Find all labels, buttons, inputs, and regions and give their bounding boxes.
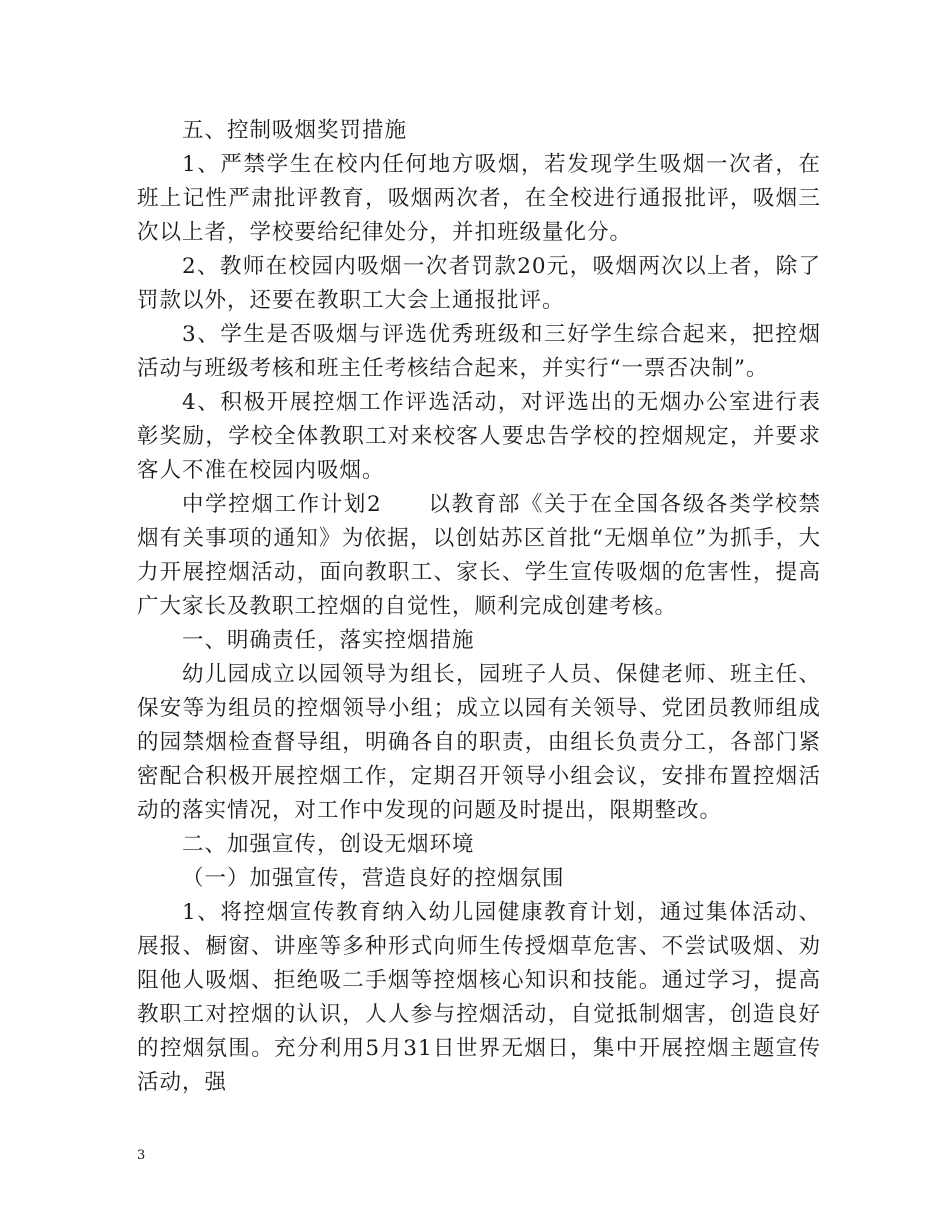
section-heading-publicity: 二、加强宣传，创设无烟环境: [182, 832, 475, 857]
page-number: 3: [137, 1148, 146, 1163]
paragraph-rule-4: 4、积极开展控烟工作评选活动，对评选出的无烟办公室进行表彰奖励，学校全体教职工对来校客人要忠告学校的控烟规定，并要求客人不准在校园内吸烟。: [137, 390, 821, 483]
document-body: [137, 114, 821, 1100]
paragraph-rule-3: 3、学生是否吸烟与评选优秀班级和三好学生综合起来，把控烟活动与班级考核和班主任考核结合起来，并实行“一票否决制”。: [137, 322, 821, 381]
paragraph-rule-1: 1、严禁学生在校内任何地方吸烟，若发现学生吸烟一次者，在班上记性严肃批评教育，吸烟两次者，在全校进行通报批评，吸烟三次以上者，学校要给纪律处分，并扣班级量化分。: [137, 152, 821, 245]
paragraph-publicity-1: 1、将控烟宣传教育纳入幼儿园健康教育计划，通过集体活动、展报、橱窗、讲座等多种形式向师生传授烟草危害、不尝试吸烟、劝阻他人吸烟、拒绝吸二手烟等控烟核心知识和技能。通过学习，提高教职工对控烟的认识，人人参与控烟活动，自觉抵制烟害，创造良好的控烟氛围。充分利用5月31日世界无烟日，集中开展控烟主题宣传活动，强: [137, 900, 821, 1095]
paragraph-rule-2: 2、教师在校园内吸烟一次者罚款20元，吸烟两次以上者，除了罚款以外，还要在教职工大会上通报批评。: [137, 254, 821, 313]
section-heading-rewards: 五、控制吸烟奖罚措施: [182, 118, 408, 143]
section-heading-responsibility: 一、明确责任，落实控烟措施: [182, 628, 475, 653]
paragraph-responsibility: 幼儿园成立以园领导为组长，园班子人员、保健老师、班主任、保安等为组员的控烟领导小组；成立以园有关领导、党团员教师组成的园禁烟检查督导组，明确各自的职责，由组长负责分工，各部门紧密配合积极开展控烟工作，定期召开领导小组会议，安排布置控烟活动的落实情况，对工作中发现的问题及时提出，限期整改。: [137, 662, 821, 823]
subsection-heading-atmosphere: （一）加强宣传，营造良好的控烟氛围: [182, 866, 565, 891]
paragraph-plan-2-intro: 中学控烟工作计划2 以教育部《关于在全国各级各类学校禁烟有关事项的通知》为依据，以创姑苏区首批“无烟单位”为抓手，大力开展控烟活动，面向教职工、家长、学生宣传吸烟的危害性，提高广大家长及教职工控烟的自觉性，顺利完成创建考核。: [137, 492, 821, 619]
